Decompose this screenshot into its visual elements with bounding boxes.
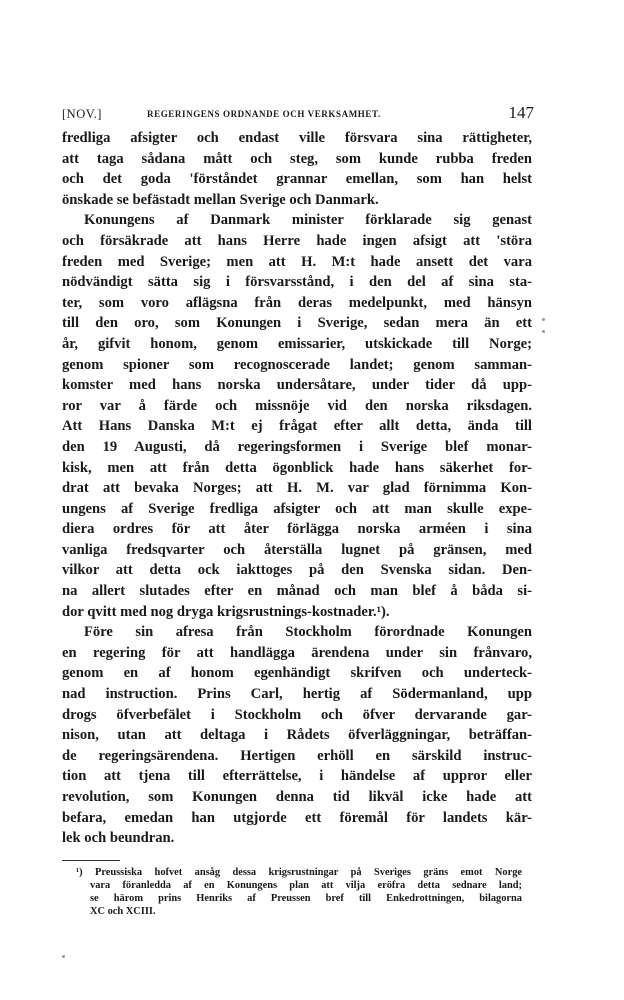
text-line: Före sin afresa från Stockholm förordnade Konungen [84, 624, 532, 641]
text-line: de regeringsärendena. Hertigen erhöll en särskild instruc- [62, 747, 532, 764]
text-line: önskade se befästadt mellan Sverige och Danmark. [62, 191, 379, 208]
text-line: nad instruction. Prins Carl, hertig af Södermanland, upp [62, 686, 532, 703]
text-line: fredliga afsigter och endast ville försvara sina rättigheter, [62, 130, 532, 146]
margin-speck [62, 955, 65, 958]
header-month-label: [NOV.] [62, 107, 102, 121]
text-line: till den oro, som Konungen i Sverige, sedan mera än ett [62, 315, 532, 332]
footnote-line: ¹) Preussiska hofvet ansåg dessa krigsrustningar på Sveriges gräns emot Norge [76, 867, 522, 878]
footnote-divider [62, 860, 120, 861]
header-chapter-title: REGERINGENS ORDNANDE OCH VERKSAMHET. [147, 109, 381, 119]
body-text [62, 128, 532, 849]
text-line: att taga sådana mått och steg, som kunde rubba freden [62, 150, 532, 167]
text-line: vilkor att detta ock iakttoges på den Svenska sidan. Den- [62, 562, 532, 579]
text-line: vanliga fredsqvarter och återställa lugnet på gränsen, med [62, 541, 532, 558]
margin-speck [542, 330, 545, 333]
text-line: en regering för att handlägga ärendena under sin frånvaro, [62, 644, 532, 661]
footnote-line: vara föranledda af en Konungens plan att vilja eröfra detta sednare land; [90, 880, 522, 891]
text-line: genom spioner som recognoscerade landet; genom samman- [62, 356, 532, 373]
text-line: Att Hans Danska M:t ej frågat efter allt detta, ända till [62, 418, 532, 435]
footnotes [62, 866, 522, 918]
page-number: 147 [508, 103, 534, 122]
text-line: genom en af honom egenhändigt skrifven och underteck- [62, 665, 532, 682]
running-header [62, 103, 542, 127]
text-line: diera ordres för att åter förlägga norska arméen i sina [62, 521, 532, 538]
text-line: freden med Sverige; men att H. M:t hade ansett det vara [62, 253, 532, 270]
text-line: och det goda 'förståndet grannar emellan, som han helst [62, 171, 532, 188]
text-line: Konungens af Danmark minister förklarade sig genast [84, 212, 532, 229]
text-line: år, gifvit honom, genom emissarier, utskickade till Norge; [62, 335, 532, 352]
text-line: nödvändigt sätta sig i försvarsstånd, i den del af sina sta- [62, 274, 532, 291]
text-line: na allert slutades efter en månad och man blef å båda si- [62, 583, 532, 600]
text-line: och försäkrade att hans Herre hade ingen afsigt att 'störa [62, 232, 532, 249]
text-line: revolution, som Konungen denna tid likväl icke hade att [62, 789, 532, 805]
text-line: komster med hans norska undersåtare, under tider då upp- [62, 377, 532, 394]
text-line: kisk, men att från detta ögonblick hade hans säkerhet for- [62, 459, 532, 476]
text-line: nison, utan att deltaga i Rådets öfverläggningar, beträffan- [62, 727, 532, 744]
text-line: ter, som voro aflägsna från deras medelpunkt, med hänsyn [62, 294, 532, 311]
text-line: ror var å färde och missnöje vid den norska riksdagen. [62, 397, 532, 414]
text-line: tion att tjena till efterrättelse, i händelse af uppror eller [62, 768, 532, 785]
text-line: dor qvitt med nog dryga krigsrustnings-kostnader.¹). [62, 603, 390, 620]
text-line: befara, emedan han utgjorde ett föremål för landets kär- [62, 809, 532, 826]
footnote-line: XC och XCIII. [90, 906, 156, 917]
margin-speck [542, 318, 545, 321]
text-line: ungens af Sverige fredliga afsigter och att man skulle expe- [62, 500, 532, 517]
text-line: lek och beundran. [62, 830, 175, 847]
footnote-line: se härom prins Henriks af Preussen bref till Enkedrottningen, bilagorna [90, 893, 522, 904]
text-line: den 19 Augusti, då regeringsformen i Sverige blef monar- [62, 438, 532, 455]
text-line: drat att bevaka Norges; att H. M. var glad förnimma Kon- [62, 480, 532, 497]
text-line: drogs öfverbefälet i Stockholm och öfver dervarande gar- [62, 706, 532, 723]
